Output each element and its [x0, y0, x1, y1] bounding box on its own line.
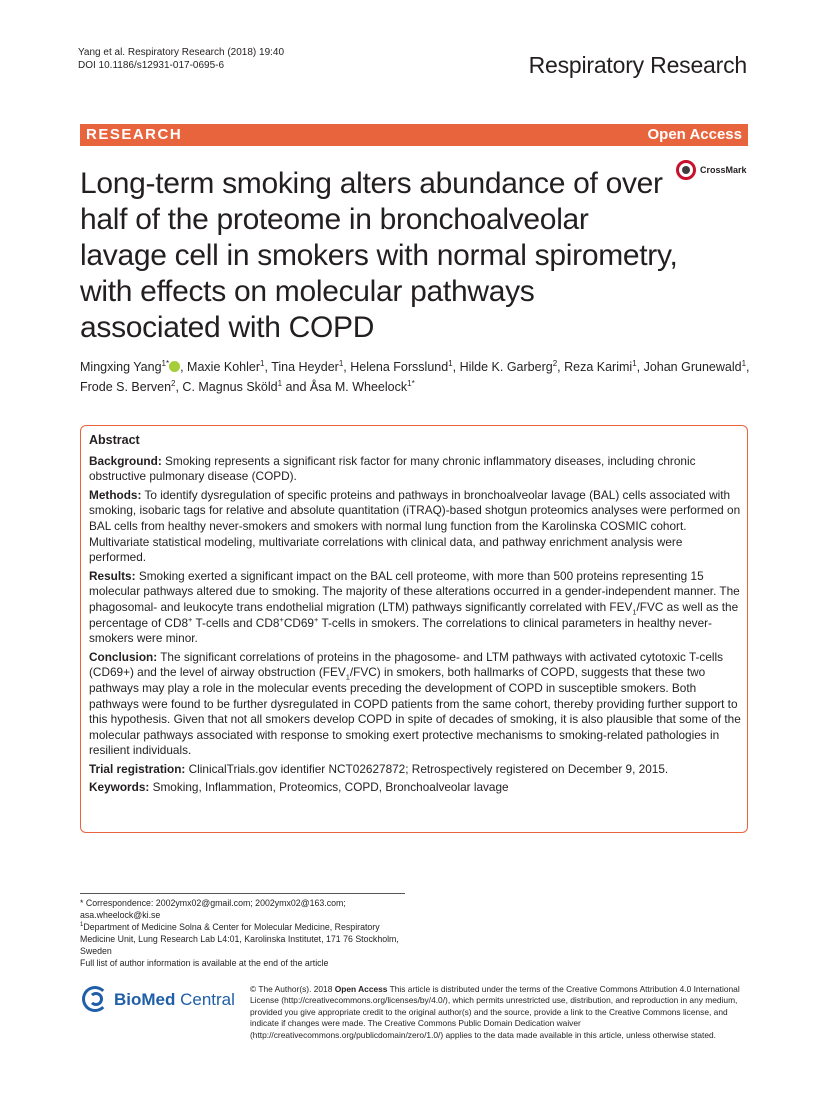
- author-affiliation: 1: [277, 378, 283, 388]
- biomed-central-logo: [82, 986, 242, 1016]
- section-text: T-cells and CD8: [192, 615, 280, 630]
- author-name: , Tina Heyder: [264, 360, 339, 374]
- open-access-bold: Open Access: [334, 984, 388, 994]
- citation: [78, 46, 284, 72]
- open-access-label: Open Access: [647, 126, 742, 143]
- author-name: , Hilde K. Garberg: [452, 360, 553, 374]
- section-text: To identify dysregulation of specific proteins and pathways in bronchoalveolar lavage (BAL) cells associated with smoking, isobaric tags for relative and absolute quantitation (iTRAQ)-based shotgun proteomics analyses were performed on BAL cells from healthy never-smokers and smokers with normal lung function from the Karolinska COSMIC cohort. Multivariate statistical modeling, multivariate correlations with clinical data, and pathway enrichment analysis were performed.: [89, 487, 741, 565]
- affiliation: [80, 921, 410, 957]
- author-affiliation: 1: [632, 358, 637, 368]
- footnotes: [80, 897, 410, 969]
- section-text: /FVC) in smokers, both hallmarks of COPD, suggests that these two pathways may play a role in the molecular events preceding the development of COPD in susceptible smokers. Both pathways were found to be further dysregulated in COPD patients from the same cohort, thereby providing further support to this hypothesis. Given that not all smokers develop COPD in spite of decades of smoking, it is also plausible that some of the molecular pathways associated with response to smoking exert protective mechanisms to smoking-related pathologies in resilient individuals.: [89, 665, 741, 758]
- abstract-keywords: [89, 780, 741, 796]
- abstract-background: [89, 454, 741, 485]
- section-text: Smoking, Inflammation, Proteomics, COPD, Bronchoalveolar lavage: [149, 780, 509, 795]
- abstract-results: [89, 569, 741, 647]
- author-name: , Johan Grunewald: [636, 360, 742, 374]
- abstract-trial-registration: [89, 762, 741, 778]
- article-type-bar: [80, 124, 748, 146]
- doi: DOI 10.1186/s12931-017-0695-6: [78, 60, 225, 71]
- author-affiliation: 1: [338, 358, 344, 368]
- section-label: Conclusion:: [89, 649, 158, 664]
- abstract-methods: [89, 488, 741, 566]
- author-name: , Helena Forsslund: [343, 360, 449, 374]
- section-text: /FVC as well as the percentage of CD8: [89, 599, 739, 630]
- author-info-note: Full list of author information is available at the end of the article: [80, 958, 329, 968]
- author-affiliation: 1*: [161, 358, 170, 368]
- section-text: CD69: [283, 615, 314, 630]
- author-name: , Frode S. Berven: [80, 360, 750, 394]
- superscript: +: [188, 614, 193, 624]
- publisher-name: [114, 990, 235, 1010]
- article-title: Long-term smoking alters abundance of over half of the proteome in bronchoalveolar lavage cell in smokers with normal spirometry, with effects on molecular pathways associated with COPD: [80, 167, 678, 344]
- author-name: Mingxing Yang: [80, 360, 162, 374]
- author-affiliation: 1: [260, 358, 265, 368]
- author-affiliation: 1: [741, 358, 747, 368]
- abstract-box: [80, 425, 748, 833]
- abstract-heading: Abstract: [89, 433, 140, 447]
- section-text: ClinicalTrials.gov identifier NCT02627872; Retrospectively registered on December 9, 2015.: [185, 761, 669, 776]
- affiliation-text: Department of Medicine Solna & Center for Molecular Medicine, Respiratory Medicine Unit, Lung Research Lab L4:01, Karolinska Institutet, 171 76 Stockholm, Sweden: [80, 922, 399, 956]
- publisher-name-bold: BioMed: [114, 990, 176, 1009]
- section-text: The significant correlations of proteins in the phagosome- and LTM pathways with activated cytotoxic T-cells (CD69+) and the level of airway obstruction (FEV: [89, 649, 724, 680]
- section-text: Smoking represents a significant risk factor for many chronic inflammatory diseases, including chronic obstructive pulmonary disease (COPD).: [89, 453, 696, 484]
- footnote-divider: [80, 893, 405, 894]
- citation-line-1: Yang et al. Respiratory Research (2018) 19:40: [78, 47, 285, 58]
- crossmark-label: CrossMark: [700, 165, 747, 175]
- author-name: , C. Magnus Sköld: [175, 380, 278, 394]
- biomed-central-icon-inner: [89, 992, 103, 1006]
- crossmark-badge[interactable]: [676, 160, 750, 184]
- license-body: This article is distributed under the terms of the Creative Commons Attribution 4.0 International License (http://creativecommons.org/licenses/by/4.0/), which permits unrestricted use, distribution, and reproduction in any medium, provided you give appropriate credit to the original author(s) and the source, provide a link to the Creative Commons license, and indicate if changes were made. The Creative Commons Public Domain Dedication waiver (http://creativecommons.org/publicdomain/zero/1.0/) applies to the data made available in this article, unless otherwise stated.: [250, 984, 740, 1040]
- correspondence: * Correspondence: 2002ymx02@gmail.com; 2002ymx02@163.com; asa.wheelock@ki.se: [80, 898, 346, 920]
- section-label: Results:: [89, 568, 136, 583]
- author-list: [80, 357, 750, 397]
- section-label: Keywords:: [89, 780, 150, 795]
- affiliation-number: 1: [80, 922, 84, 929]
- subscript: 1: [345, 672, 350, 682]
- author-affiliation: 2: [552, 358, 558, 368]
- superscript: +: [313, 614, 319, 624]
- article-type-label: RESEARCH: [86, 126, 183, 143]
- subscript: 1: [632, 607, 637, 617]
- license-text: [250, 984, 750, 1041]
- author-affiliation: 1: [448, 358, 453, 368]
- author-name: , Maxie Kohler: [180, 360, 261, 374]
- abstract-conclusion: [89, 650, 741, 759]
- superscript: +: [279, 614, 284, 624]
- section-label: Background:: [89, 453, 162, 468]
- author-name: and Åsa M. Wheelock: [282, 380, 408, 394]
- orcid-icon[interactable]: [169, 361, 180, 372]
- section-label: Trial registration:: [89, 761, 186, 776]
- author-affiliation: 1*: [407, 378, 415, 388]
- author-affiliation: 2: [171, 378, 176, 388]
- section-label: Methods:: [89, 487, 142, 502]
- journal-name: Respiratory Research: [528, 52, 747, 78]
- section-text: T-cells in smokers. The correlations to clinical parameters in healthy never-smokers were minor.: [89, 615, 712, 646]
- copyright: © The Author(s). 2018: [250, 984, 335, 994]
- publisher-name-normal: Central: [175, 990, 235, 1009]
- section-text: Smoking exerted a significant impact on the BAL cell proteome, with more than 500 proteins representing 15 molecular pathways altered due to smoking. The majority of these alterations occurred in a gender-independent manner. The phagosomal- and leukocyte trans endothelial migration (LTM) pathways significantly correlated with FEV: [89, 568, 740, 614]
- author-name: , Reza Karimi: [557, 360, 633, 374]
